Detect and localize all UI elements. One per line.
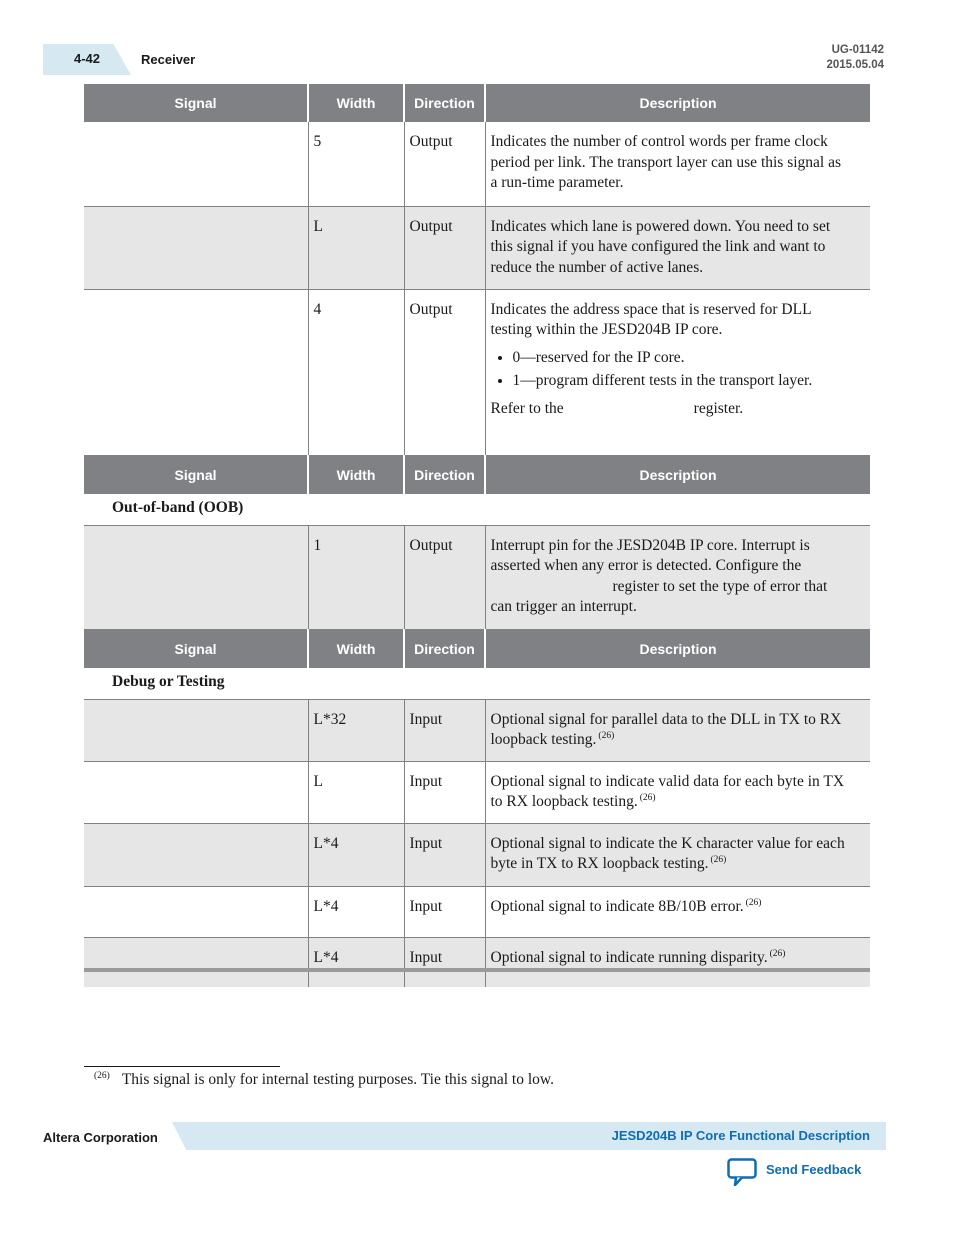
- col-direction: Direction: [404, 84, 485, 122]
- description-text: Indicates the address space that is reserved for DLL testing within the JESD204B IP core.: [490, 300, 811, 338]
- col-description: Description: [485, 84, 870, 122]
- group-label: Out-of-band (OOB): [84, 494, 870, 526]
- send-feedback-link[interactable]: [727, 1158, 861, 1186]
- reference-tail: register.: [693, 399, 744, 417]
- width-cell: L*4: [313, 834, 339, 852]
- doc-date: 2015.05.04: [826, 59, 884, 71]
- feedback-speech-bubble-icon: [727, 1158, 757, 1186]
- description-cell: [486, 887, 871, 928]
- col-width: Width: [308, 455, 404, 494]
- direction-cell: Input: [409, 834, 443, 852]
- group-heading-debug: [84, 668, 870, 700]
- signal-cell: [84, 761, 308, 823]
- table-row: [84, 823, 870, 886]
- footer-doc-title[interactable]: JESD204B IP Core Functional Description: [611, 1128, 870, 1143]
- description-cell: Indicates which lane is powered down. You need to set this signal if you have configured the link and want to reduce the number of active lanes.: [490, 217, 831, 276]
- table-row: [84, 886, 870, 937]
- description-text: Optional signal for parallel data to the DLL in TX to RX loopback testing.: [490, 710, 842, 748]
- width-cell: L: [313, 217, 323, 235]
- footnote-divider: [84, 1066, 280, 1067]
- bullet-item: • 0—reserved for the IP core.: [513, 348, 851, 369]
- signal-cell: [84, 289, 308, 455]
- signal-cell: [84, 937, 308, 987]
- footnote-ref: (26): [710, 855, 727, 865]
- description-text: Optional signal to indicate valid data for each byte in TX to RX loopback testing.: [490, 772, 845, 810]
- description-cell: [486, 526, 871, 628]
- col-width: Width: [308, 629, 404, 668]
- direction-cell: Output: [409, 536, 453, 554]
- description-text: Optional signal to indicate the K character value for each byte in TX to RX loopback testing.: [490, 834, 845, 872]
- table-header: [84, 455, 870, 494]
- table-header: [84, 629, 870, 668]
- footnote: [92, 1071, 554, 1089]
- col-description: Description: [485, 629, 870, 668]
- footnote-ref: (26): [769, 948, 786, 959]
- description-cell: [486, 290, 871, 430]
- col-signal: Signal: [84, 629, 308, 668]
- direction-cell: Input: [409, 772, 443, 790]
- signal-cell: [84, 525, 308, 629]
- description-text: Optional signal to indicate 8B/10B error.: [490, 897, 744, 915]
- direction-cell: Input: [409, 948, 443, 966]
- company-name: Altera Corporation: [43, 1130, 158, 1145]
- register-reference: [491, 399, 851, 420]
- col-width: Width: [308, 84, 404, 122]
- table-header: [84, 84, 870, 122]
- description-text: register to set the type of error that can trigger an interrupt.: [490, 577, 828, 615]
- doc-id-number: UG-01142: [831, 44, 884, 56]
- table-bottom-rule: [84, 968, 870, 972]
- reference-lead: Refer to the: [490, 399, 564, 417]
- table-row: [84, 699, 870, 761]
- description-cell: [486, 824, 871, 885]
- table-row: [84, 761, 870, 823]
- width-cell: L*4: [313, 897, 339, 915]
- description-cell: [486, 762, 871, 823]
- section-title: Receiver: [141, 52, 196, 67]
- col-direction: Direction: [404, 455, 485, 494]
- width-cell: L*4: [313, 948, 339, 966]
- footnote-ref: (26): [639, 793, 656, 803]
- table-row: [84, 122, 870, 206]
- signal-cell: [84, 886, 308, 937]
- signal-cell: [84, 206, 308, 289]
- width-cell: L*32: [313, 710, 347, 728]
- bullet-item: • 1—program different tests in the transport layer.: [513, 371, 851, 392]
- col-direction: Direction: [404, 629, 485, 668]
- send-feedback-label: Send Feedback: [766, 1161, 862, 1177]
- col-signal: Signal: [84, 455, 308, 494]
- description-cell: Indicates the number of control words per frame clock period per link. The transport layer can use this signal as a run-time parameter.: [490, 133, 842, 191]
- table-row: [84, 937, 870, 987]
- col-signal: Signal: [84, 84, 308, 122]
- bullet-list: [491, 348, 851, 392]
- signal-cell: [84, 122, 308, 206]
- footnote-ref: (26): [598, 731, 615, 741]
- direction-cell: Output: [409, 133, 453, 150]
- footnote-ref: (26): [745, 897, 762, 908]
- width-cell: 4: [313, 300, 322, 318]
- group-label: Debug or Testing: [84, 668, 870, 700]
- table-row: [84, 206, 870, 289]
- direction-cell: Input: [409, 710, 443, 728]
- table-row: [84, 525, 870, 629]
- group-heading-oob: [84, 494, 870, 526]
- direction-cell: Output: [409, 217, 453, 235]
- footnote-text: This signal is only for internal testing purposes. Tie this signal to low.: [121, 1071, 554, 1088]
- description-text: Interrupt pin for the JESD204B IP core. Interrupt is asserted when any error is detected. Configure the: [490, 536, 810, 574]
- width-cell: 5: [313, 133, 322, 150]
- footnote-mark: (26): [94, 1071, 110, 1081]
- width-cell: 1: [313, 536, 322, 554]
- signal-table: [84, 84, 870, 987]
- description-cell: [486, 700, 871, 761]
- signal-cell: [84, 699, 308, 761]
- direction-cell: Output: [409, 300, 453, 318]
- width-cell: L: [313, 772, 323, 790]
- document-id: [826, 43, 884, 73]
- direction-cell: Input: [409, 897, 443, 915]
- col-description: Description: [485, 455, 870, 494]
- signal-cell: [84, 823, 308, 886]
- page-number: 4-42: [74, 51, 101, 66]
- table-row: [84, 289, 870, 455]
- description-text: Optional signal to indicate running disparity.: [490, 948, 768, 966]
